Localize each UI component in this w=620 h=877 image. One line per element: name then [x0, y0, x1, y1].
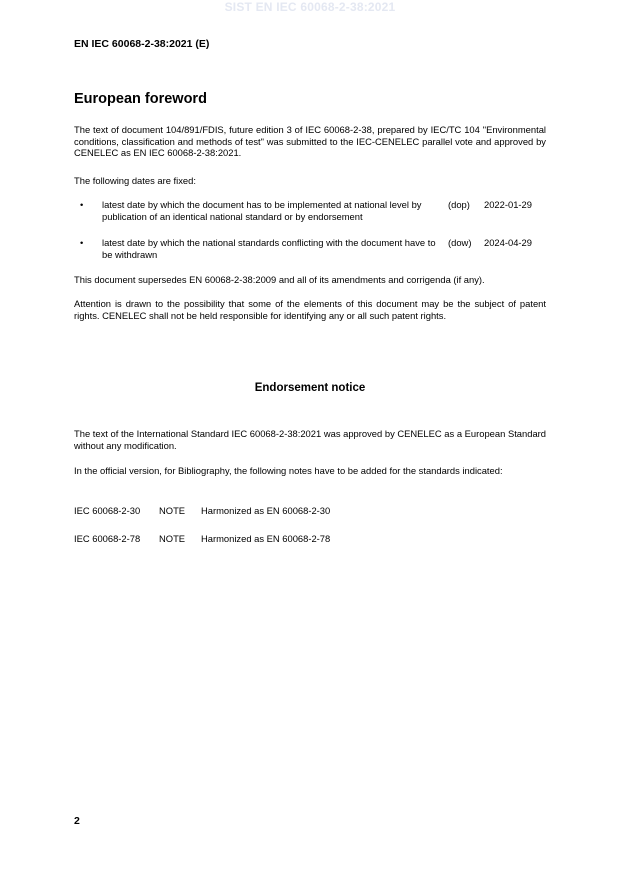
date-item-text: latest date by which the document has to be implemented at national level by publication of an identical national standard or by endorsement	[102, 199, 422, 222]
note-standard: IEC 60068-2-78	[74, 533, 141, 544]
foreword-paragraph: The text of document 104/891/FDIS, future edition 3 of IEC 60068-2-38, prepared by IEC/TC 104 "Environmental conditions, classification and methods of test" was submitted to the IEC-CENELEC parallel vote and approved by CENELEC as EN IEC 60068-2-38:2021.	[74, 124, 546, 159]
note-label: NOTE	[159, 505, 186, 516]
endorsement-title: Endorsement notice	[254, 382, 366, 394]
date-item-text: latest date by which the national standards conflicting with the document have to be withdrawn	[102, 237, 436, 260]
endorsement-paragraph: The text of the International Standard IEC 60068-2-38:2021 was approved by CENELEC as a European Standard without any modification.	[74, 428, 546, 451]
bibliography-paragraph: In the official version, for Bibliography, the following notes have to be added for the standards indicated:	[74, 465, 503, 476]
supersedes-paragraph: This document supersedes EN 60068-2-38:2009 and all of its amendments and corrigenda (if any).	[74, 274, 485, 285]
date-item-date: 2024-04-29	[484, 237, 532, 248]
date-item-abbr: (dow)	[448, 237, 472, 248]
bullet-icon: •	[80, 199, 84, 210]
watermark: SIST EN IEC 60068-2-38:2021	[224, 0, 396, 14]
page-number: 2	[74, 815, 80, 827]
note-text: Harmonized as EN 60068-2-30	[201, 505, 331, 516]
date-item-dop	[74, 199, 546, 223]
note-label: NOTE	[159, 533, 186, 544]
bullet-icon: •	[80, 237, 84, 248]
date-item-date: 2022-01-29	[484, 199, 532, 210]
attention-paragraph: Attention is drawn to the possibility that some of the elements of this document may be the subject of patent rights. CENELEC shall not be held responsible for identifying any or all such patent rights.	[74, 298, 546, 321]
dates-intro: The following dates are fixed:	[74, 175, 196, 186]
note-text: Harmonized as EN 60068-2-78	[201, 533, 331, 544]
note-standard: IEC 60068-2-30	[74, 505, 141, 516]
document-header: EN IEC 60068-2-38:2021 (E)	[74, 38, 210, 50]
date-item-dow	[74, 237, 546, 261]
foreword-title: European foreword	[74, 91, 207, 107]
date-item-abbr: (dop)	[448, 199, 470, 210]
